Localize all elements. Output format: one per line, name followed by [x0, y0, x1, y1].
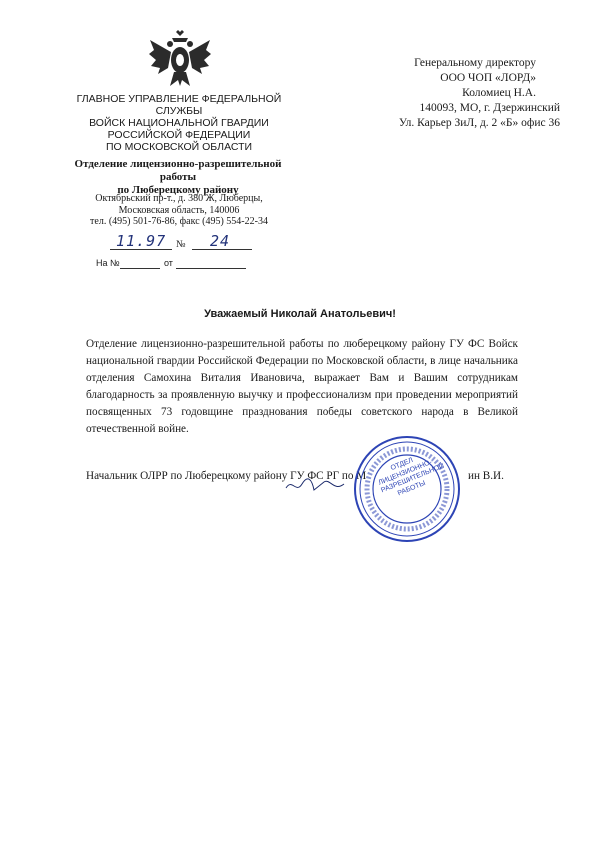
address-line: тел. (495) 501-76-86, факс (495) 554-22-34 [90, 216, 268, 227]
letter-body: Отделение лицензионно-разрешительной работы по люберецкому району ГУ ФС Войск национальной гвардии Российской Федерации по Московской области, в лице начальника отделения Самохина Виталия Ивановича, выражает Вам и Вашим сотрудникам благодарность за проявленную выучку и профессионализм при проведении мероприятий посвященных 73 годовщине празднования победы советского народа в Великой отечественной войне. [86, 338, 518, 435]
recipient-line: Коломиец Н.А. [462, 87, 536, 99]
org-line: ГЛАВНОЕ УПРАВЛЕНИЕ ФЕДЕРАЛЬНОЙ [76, 93, 282, 105]
org-line: РОССИЙСКОЙ ФЕДЕРАЦИИ [107, 129, 251, 141]
handwritten-number: 24 [210, 232, 231, 250]
reference-number-underline [120, 268, 160, 269]
handwritten-signature [284, 476, 354, 496]
department-line: Отделение лицензионно-разрешительной работы [74, 158, 282, 183]
signature-name: ин В.И. [468, 470, 504, 482]
recipient-line: 140093, МО, г. Дзержинский [419, 102, 560, 114]
sender-address [84, 193, 274, 228]
reference-label: На № [96, 258, 120, 268]
org-line: ВОЙСК НАЦИОНАЛЬНОЙ ГВАРДИИ [89, 117, 269, 129]
department-line: по Люберецкому району [117, 184, 239, 196]
org-line: ПО МОСКОВСКОЙ ОБЛАСТИ [105, 141, 253, 153]
stamp-center-text: ОТДЕЛ ЛИЦЕНЗИОННО-РАЗРЕШИТЕЛЬНОЙ РАБОТЫ [377, 456, 446, 497]
address-line: Октябрьский пр-т., д. 380 Ж, Люберцы, [95, 193, 263, 204]
official-seal-stamp [352, 434, 462, 544]
date-underline [110, 249, 172, 250]
sender-organization [70, 93, 288, 153]
handwritten-date: 11.97 [116, 232, 167, 250]
org-line: СЛУЖБЫ [155, 105, 203, 117]
reference-from-label: от [164, 258, 173, 268]
reference-date-underline [176, 268, 246, 269]
recipient-line: ООО ЧОП «ЛОРД» [440, 72, 536, 84]
number-underline [192, 249, 252, 250]
letter-greeting: Уважаемый Николай Анатольевич! [204, 308, 396, 320]
reference-registration [96, 258, 256, 272]
number-label: № [176, 239, 186, 250]
outgoing-registration [110, 232, 260, 254]
double-headed-eagle-emblem-icon [148, 30, 212, 88]
recipient-line: Генеральному директору [414, 57, 536, 69]
address-line: Московская область, 140006 [118, 204, 240, 216]
sender-department [64, 158, 292, 197]
recipient-line: Ул. Карьер ЗиЛ, д. 2 «Б» офис 36 [398, 117, 560, 129]
recipient-block [380, 56, 560, 131]
signature-title: Начальник ОЛРР по Люберецкому району ГУ ФС РГ по М [86, 470, 367, 482]
